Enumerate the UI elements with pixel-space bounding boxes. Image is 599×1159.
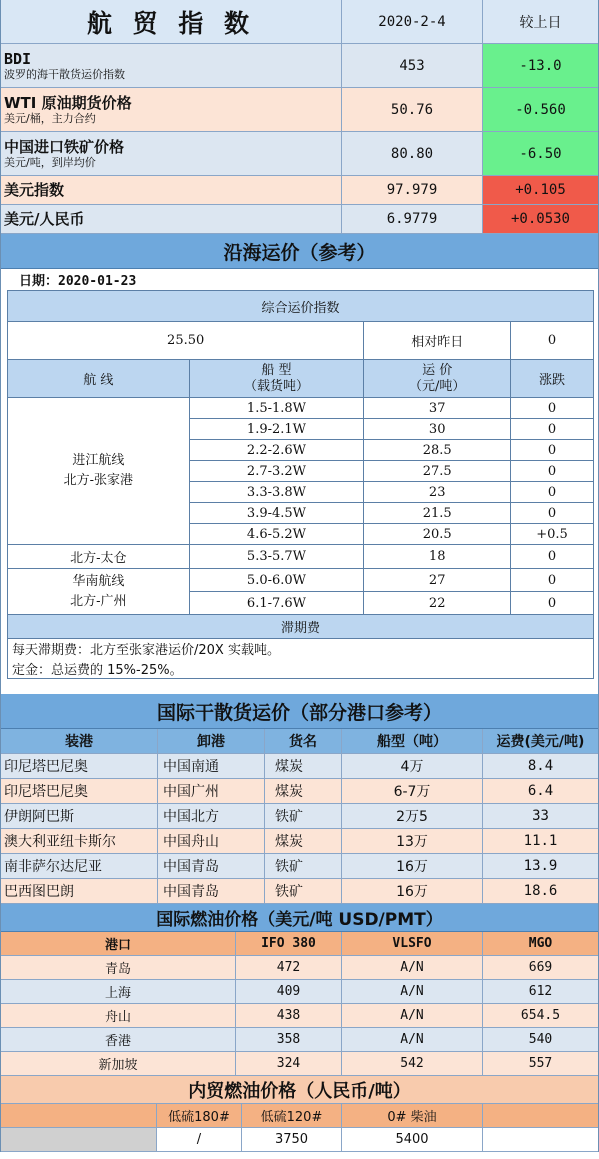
load-port: 伊朗阿巴斯 <box>1 804 158 828</box>
freight-price: 37 <box>364 398 511 419</box>
mgo-price: 654.5 <box>520 1008 561 1023</box>
coastal-date: 日期：2020-01-23 <box>19 274 137 289</box>
load-port: 印尼塔巴尼奥 <box>1 754 158 778</box>
mgo-price: 557 <box>528 1056 553 1071</box>
col-mgo: MGO <box>528 936 553 951</box>
table-row <box>1 1028 598 1052</box>
load-port: 南非萨尔达尼亚 <box>1 854 158 878</box>
demurrage-title: 滞期费 <box>8 615 594 639</box>
col-port: 港口 <box>1 932 236 955</box>
table-row <box>1 1004 598 1028</box>
index-value: 453 <box>342 44 483 87</box>
col-ship: 船 型 <box>261 362 292 378</box>
vs-yesterday-label: 相对昨日 <box>364 322 511 360</box>
dry-bulk-band-title: 国际干散货运价（部分港口参考） <box>1 694 598 729</box>
index-row-usdcny <box>1 205 598 234</box>
ship-size: 2.7-3.2W <box>189 461 364 482</box>
load-port: 澳大利亚纽卡斯尔 <box>1 829 158 853</box>
col-load-port: 装港 <box>1 729 158 753</box>
col-price-sub: （元/吨） <box>409 378 466 394</box>
coastal-table <box>7 290 594 679</box>
ship-size: 2.2-2.6W <box>189 440 364 461</box>
col-ifo380: IFO 380 <box>236 932 342 955</box>
port: 上海 <box>1 980 236 1003</box>
mgo-price: 669 <box>528 960 553 975</box>
mgo-price: 612 <box>528 984 553 999</box>
composite-label: 综合运价指数 <box>8 291 594 322</box>
freight: 18.6 <box>523 883 558 899</box>
cargo: 煤炭 <box>265 829 342 853</box>
load-port: 巴西图巴朗 <box>1 879 158 903</box>
freight-price: 21.5 <box>364 503 511 524</box>
discharge-port: 中国北方 <box>158 804 265 828</box>
load-port: 印尼塔巴尼奥 <box>1 779 158 803</box>
index-change: +0.0530 <box>483 205 598 233</box>
route-c: 华南航线 <box>72 573 125 589</box>
index-sub: 波罗的海干散货运价指数 <box>4 67 125 81</box>
domestic-header <box>1 1104 598 1128</box>
vlsfo-price: A/N <box>342 1028 483 1051</box>
discharge-port: 中国青岛 <box>158 854 265 878</box>
port: 香港 <box>1 1028 236 1051</box>
table-row <box>1 1052 598 1076</box>
table-row <box>1 956 598 980</box>
ship-size: 6.1-7.6W <box>189 592 364 615</box>
port: 青岛 <box>1 956 236 979</box>
ship-size: 3.9-4.5W <box>189 503 364 524</box>
freight-change: +0.5 <box>511 524 594 545</box>
freight-change: 0 <box>511 503 594 524</box>
ifo380-price: 409 <box>236 980 342 1003</box>
domestic-values-row <box>1 1128 598 1152</box>
index-name: 美元指数 <box>4 181 65 199</box>
composite-value: 25.50 <box>8 322 364 360</box>
freight: 13.9 <box>523 858 558 874</box>
index-value: 6.9779 <box>342 205 483 233</box>
dry-bulk-header <box>1 729 598 754</box>
freight-change: 0 <box>511 419 594 440</box>
col-change: 涨跌 <box>511 360 594 398</box>
discharge-port: 中国广州 <box>158 779 265 803</box>
freight-change: 0 <box>511 592 594 615</box>
coastal-freight-panel <box>1 269 598 694</box>
col-freight: 运费(美元/吨) <box>496 734 585 750</box>
index-name: 中国进口铁矿价格 <box>4 137 125 156</box>
index-value: 80.80 <box>342 132 483 175</box>
ship-size: 3.3-3.8W <box>189 482 364 503</box>
freight-price: 27 <box>364 569 511 592</box>
report-date: 2020-2-4 <box>342 0 483 43</box>
bunker-header <box>1 932 598 956</box>
domestic-band-title: 内贸燃油价格（人民币/吨） <box>1 1076 598 1104</box>
index-sub: 美元/桶，主力合约 <box>4 111 96 125</box>
col-ls120: 低硫120# <box>242 1104 342 1127</box>
cargo: 铁矿 <box>265 854 342 878</box>
freight-price: 28.5 <box>364 440 511 461</box>
index-row-dxy <box>1 176 598 205</box>
table-row <box>1 980 598 1004</box>
cargo: 铁矿 <box>265 804 342 828</box>
freight-price: 23 <box>364 482 511 503</box>
col-price: 运 价 <box>422 362 453 378</box>
freight-price: 22 <box>364 592 511 615</box>
table-row <box>1 804 598 829</box>
vlsfo-price: 542 <box>342 1052 483 1075</box>
ship-size: 1.9-2.1W <box>189 419 364 440</box>
freight-change: 0 <box>511 398 594 419</box>
route-b: 北方-太仓 <box>8 545 190 569</box>
ship-size: 5.3-5.7W <box>189 545 364 569</box>
cargo: 煤炭 <box>265 779 342 803</box>
index-row-wti <box>1 88 598 132</box>
index-value: 97.979 <box>342 176 483 204</box>
note-demurrage: 每天滞期费：北方至张家港运价/20X 实载吨。 <box>8 639 594 659</box>
index-sub: 美元/吨，到岸均价 <box>4 155 96 169</box>
route-a: 进江航线 <box>72 453 125 468</box>
vs-yesterday-value: 0 <box>511 322 594 360</box>
ship-type: 16万 <box>342 879 483 903</box>
header-row <box>1 0 598 44</box>
freight-price: 27.5 <box>364 461 511 482</box>
ship-size: 1.5-1.8W <box>189 398 364 419</box>
cargo: 煤炭 <box>265 754 342 778</box>
ship-type: 2万5 <box>342 804 483 828</box>
ls120-price: 3750 <box>242 1128 342 1151</box>
discharge-port: 中国南通 <box>158 754 265 778</box>
ifo380-price: 324 <box>236 1052 342 1075</box>
col-cargo: 货名 <box>265 729 342 753</box>
col-vlsfo: VLSFO <box>342 932 483 955</box>
vlsfo-price: A/N <box>342 1004 483 1027</box>
ship-size: 5.0-6.0W <box>189 569 364 592</box>
col-route: 航 线 <box>8 360 190 398</box>
index-name: BDI <box>4 49 32 68</box>
ship-type: 13万 <box>342 829 483 853</box>
compare-label: 较上日 <box>519 14 562 31</box>
cargo: 铁矿 <box>265 879 342 903</box>
index-change: -13.0 <box>483 44 598 87</box>
freight: 33 <box>532 808 549 824</box>
freight-change: 0 <box>511 569 594 592</box>
freight-price: 20.5 <box>364 524 511 545</box>
col-discharge-port: 卸港 <box>158 729 265 753</box>
freight-change: 0 <box>511 545 594 569</box>
index-name: WTI 原油期货价格 <box>4 93 132 112</box>
index-value: 50.76 <box>342 88 483 131</box>
freight-change: 0 <box>511 440 594 461</box>
vlsfo-price: A/N <box>342 956 483 979</box>
index-row-iron-ore <box>1 132 598 176</box>
col-ship-sub: （载货吨） <box>243 378 309 394</box>
vlsfo-price: A/N <box>342 980 483 1003</box>
index-change: -0.560 <box>483 88 598 131</box>
port: 舟山 <box>1 1004 236 1027</box>
port: 新加坡 <box>1 1052 236 1075</box>
ifo380-price: 438 <box>236 1004 342 1027</box>
table-row <box>1 779 598 804</box>
freight: 8.4 <box>527 758 554 774</box>
col-diesel: 0# 柴油 <box>342 1104 483 1127</box>
ship-type: 16万 <box>342 854 483 878</box>
discharge-port: 中国青岛 <box>158 879 265 903</box>
note-deposit: 定金：总运费的 15%-25%。 <box>8 659 594 679</box>
freight-change: 0 <box>511 482 594 503</box>
sheet-title: 航 贸 指 数 <box>1 0 342 43</box>
freight-price: 18 <box>364 545 511 569</box>
table-row <box>1 754 598 779</box>
freight-change: 0 <box>511 461 594 482</box>
index-name: 美元/人民币 <box>4 210 85 228</box>
coastal-band-title: 沿海运价（参考） <box>1 234 598 269</box>
index-change: +0.105 <box>483 176 598 204</box>
table-row <box>1 829 598 854</box>
bunker-band-title: 国际燃油价格（美元/吨 USD/PMT） <box>1 904 598 932</box>
ls180-price: / <box>157 1128 242 1151</box>
ship-type: 4万 <box>342 754 483 778</box>
table-row <box>1 879 598 904</box>
ship-type: 6-7万 <box>342 779 483 803</box>
col-ship-type: 船型（吨） <box>342 729 483 753</box>
freight-price: 30 <box>364 419 511 440</box>
route-c2: 北方-广州 <box>70 593 127 609</box>
freight: 6.4 <box>527 783 554 799</box>
index-row-bdi <box>1 44 598 88</box>
ifo380-price: 358 <box>236 1028 342 1051</box>
discharge-port: 中国舟山 <box>158 829 265 853</box>
ifo380-price: 472 <box>236 956 342 979</box>
freight: 11.1 <box>523 833 558 849</box>
table-row <box>1 854 598 879</box>
index-change: -6.50 <box>483 132 598 175</box>
diesel-price: 5400 <box>342 1128 483 1151</box>
mgo-price: 540 <box>528 1032 553 1047</box>
ship-size: 4.6-5.2W <box>189 524 364 545</box>
col-ls180: 低硫180# <box>157 1104 242 1127</box>
route-a2: 北方-张家港 <box>63 473 134 488</box>
